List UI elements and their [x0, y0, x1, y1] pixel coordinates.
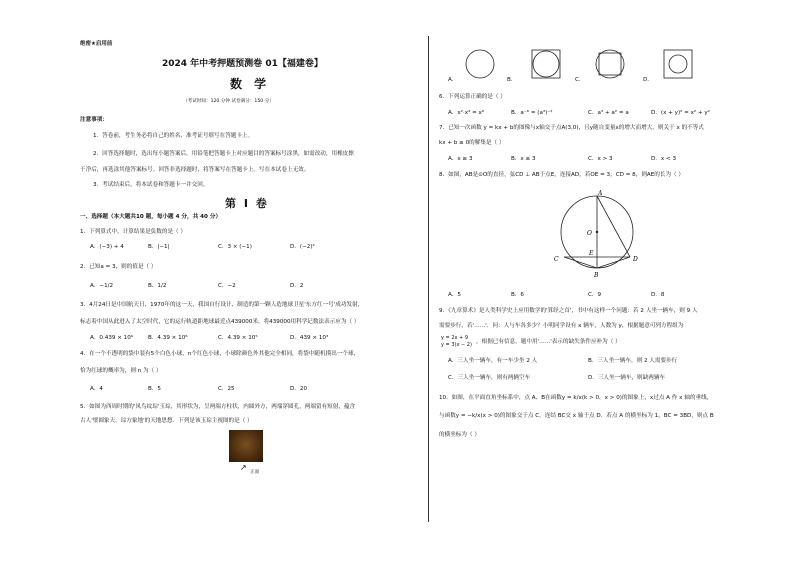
option-d: D．(x + y)² = x² + y² — [651, 110, 710, 116]
option-a: A．−1/2 — [90, 283, 114, 289]
question-line: 10．如图，在平面直角坐标系中，点 A、B在函数y = k/x(k > 0，x > 0)的图象上，x过点 A 作 x 轴的垂线， — [439, 395, 713, 401]
column-divider — [428, 36, 429, 522]
option-b: B．5 — [148, 386, 161, 392]
question-stem: 8．如图，AB是⊙O的直径，弦CD ⊥ AB于点E，连接AD，若OE = 3，CD = 8，则AE的长为（ ） — [439, 172, 685, 178]
option-b: B．4.39 × 10⁶ — [148, 335, 188, 341]
note-item: 1．答卷前，考生务必将自己的姓名、准考证号填写在答题卡上。 — [93, 133, 254, 139]
question-stem: 2．已知a = 3，则的值是（ ） — [80, 264, 157, 270]
option-c: C．a³ + a² = a — [588, 110, 629, 116]
option-d: D．三人坐一辆车，则缺两辆车 — [588, 375, 666, 381]
question-stem: 6．下列运算正确的是（ ） — [439, 94, 506, 100]
question-line: kx + b ≥ 0的解集是（ ） — [439, 140, 505, 146]
point-label-d: D — [633, 256, 638, 263]
option-c: C．4.39 × 10⁵ — [218, 335, 258, 341]
point-label-c: C — [554, 256, 559, 263]
jade-cong-photo — [229, 430, 263, 462]
question-line: 与函数y = −k/x(x > 0)的图象交于点 C，连结 BC交 x 轴于点 D．若点 A 的横坐标为 1，BC = 3BD，则点 B — [439, 413, 714, 419]
option-c: C． — [575, 77, 585, 83]
question-line: 需要步行，若'……'．问：人与车各多少？小明同学设有 x 辆车，人数为 y，根据题意可列方程组为 — [439, 323, 684, 329]
option-c: C．三人坐一辆车，则有两辆空车 — [448, 375, 531, 381]
arrow-icon: ↗ — [240, 463, 247, 472]
option-a: A．x²·x³ = x⁶ — [448, 110, 485, 116]
option-d-figure — [664, 50, 692, 78]
option-d: D． — [643, 77, 653, 83]
subject-title: 数 学 — [230, 77, 271, 91]
option-c: C．25 — [218, 386, 235, 392]
question-line: 古人'璧圆象天，琮方象地'的天地思想．下列是该玉琮主视图的是（ ） — [80, 418, 253, 424]
option-b: B．x ≤ 3 — [511, 156, 536, 162]
option-a: A．0.439 × 10⁶ — [90, 335, 134, 341]
option-b: B．|−1| — [148, 244, 170, 250]
notes-heading: 注意事项： — [80, 117, 108, 123]
page-title: 2024 年中考押题预测卷 01【福建卷】 — [162, 59, 323, 69]
question-line: 5．如图为西周时期的'凤鸟纹琮'玉琮，其形状为，呈两端方柱状，内圆外方，两端穿圆孔，两端留有短射，蕴含 — [80, 404, 356, 410]
option-a: A．三人坐一辆车，有一车少坐 2 人 — [448, 358, 538, 364]
option-a-figure — [466, 50, 494, 78]
option-b: B．三人坐一辆车，则 2 人需要步行 — [588, 358, 678, 364]
option-b: B．1/2 — [148, 283, 167, 289]
question-stem: 1．下列算式中，计算结果是负数的是（ ） — [80, 229, 187, 235]
option-a: A．4 — [90, 386, 103, 392]
option-d: D．8 — [651, 292, 665, 298]
point-label-b: B — [594, 272, 599, 279]
option-b: B．6 — [511, 292, 524, 298]
question-line: 9．《九章算术》是人类科学史上应用数学的'算经之首'，书中有这样一个问题：若 2 人坐一辆车，则 9 人 — [439, 308, 698, 314]
option-d: D．x < 3 — [651, 156, 677, 162]
point-label-o: O — [587, 230, 592, 237]
point-label-a: A — [598, 190, 603, 197]
q8-circle-figure — [552, 186, 642, 282]
question-line: 3．4月24日是中国航天日，1970年的这一天，我国自行设计、制造的第一颗人造地球卫星'东方红一号'成功发射， — [80, 302, 364, 308]
option-a: A．5 — [448, 292, 461, 298]
question-line: 恰为红球的概率为，则 n 为（ ） — [80, 368, 162, 374]
q5-option-figures — [450, 46, 780, 86]
option-b-figure — [532, 50, 560, 78]
note-item: 干净后，再选涂其他答案标号。回答非选择题时，将答案写在答题卡上。写在本试卷上无效。 — [80, 167, 310, 173]
option-a: A． — [448, 77, 458, 83]
option-c: C．3 × (−1) — [218, 244, 252, 250]
option-c: C．x > 3 — [588, 156, 613, 162]
equation-line: y = 3(x − 2) — [441, 342, 472, 348]
option-d: D．2 — [290, 283, 304, 289]
exam-info: （考试时间：120 分钟 试卷满分：150 分） — [183, 99, 274, 104]
option-c: C．−2 — [218, 283, 236, 289]
note-item: 3．考试结束后，将本试卷和答题卡一并交回。 — [93, 182, 209, 188]
note-item: 2．回答选择题时，选出每小题答案后，用铅笔把答题卡上对应题目的答案标号涂黑，如需改动，用橡皮擦 — [93, 151, 354, 157]
part-one-heading: 第 Ⅰ 卷 — [225, 197, 269, 210]
option-a: A．x ≥ 3 — [448, 156, 473, 162]
option-d: D．20 — [290, 386, 308, 392]
option-b: B． — [507, 77, 517, 83]
question-line: 4．在一个不透明的袋中装有5个白色小球，n个红色小球，小球除颜色外其他完全相同，将袋中随机摸出一个球， — [80, 351, 360, 357]
option-c: C．9 — [588, 292, 602, 298]
option-d: D．439 × 10³ — [290, 335, 329, 341]
question-line: ，根据已有信息，题中用'……'表示的缺失条件应补为（ ） — [476, 339, 621, 345]
figure-label: 正面 — [250, 470, 260, 475]
section-heading: 一、选择题（本大题共10 题，每小题 4 分，共 40 分） — [80, 214, 222, 220]
equation-line: y = 2x + 9 — [441, 335, 469, 341]
question-line: 标志着中国从此进入了太空时代，它的运行轨道距地球最近点439000米，将439000用科学记数法表示应为（ ） — [80, 319, 360, 325]
option-a: A．(−3) + 4 — [90, 244, 124, 250]
question-line: 7．已知一次函数 y = kx + b的图像与x轴交于点A(3,0)，且y随自变量x的增大而增大，则关于 x 的不等式 — [439, 125, 704, 131]
option-c-figure — [596, 50, 624, 78]
secret-mark: 绝密★启用前 — [80, 41, 113, 47]
option-b: B．a⁻⁶ = (a³)⁻² — [511, 110, 553, 116]
point-label-e: E — [589, 250, 594, 257]
option-d: D．(−2)² — [290, 244, 315, 250]
question-line: 的横坐标为（ ） — [439, 432, 480, 438]
